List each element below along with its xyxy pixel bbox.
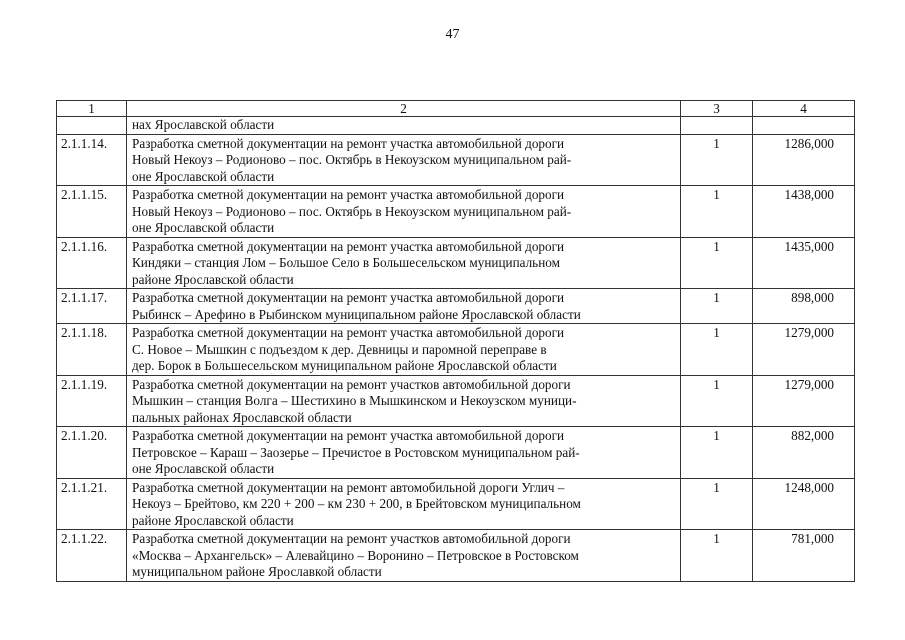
table-body bbox=[57, 101, 855, 582]
description-line: оне Ярославской области bbox=[132, 220, 275, 235]
empty-cell bbox=[57, 117, 127, 135]
item-description bbox=[127, 324, 681, 376]
description-line: муниципальном районе Ярославкой области bbox=[132, 564, 382, 579]
item-description bbox=[127, 375, 681, 427]
description-line: Рыбинск – Арефино в Рыбинском муниципальном районе Ярославской области bbox=[132, 306, 581, 322]
item-description bbox=[127, 134, 681, 186]
item-cost: 1279,000 bbox=[753, 375, 855, 427]
header-cell-4: 4 bbox=[753, 101, 855, 117]
table-row bbox=[57, 289, 855, 324]
item-quantity: 1 bbox=[681, 289, 753, 324]
empty-cell bbox=[753, 117, 855, 135]
item-description bbox=[127, 478, 681, 530]
description-line: Разработка сметной документации на ремонт участка автомобильной дороги bbox=[132, 187, 565, 202]
description-line: пальных районах Ярославской области bbox=[132, 409, 352, 425]
item-number: 2.1.1.18. bbox=[57, 324, 127, 376]
table-row bbox=[57, 186, 855, 238]
continuation-text: нах Ярославской области bbox=[127, 117, 681, 135]
description-line: Новый Некоуз – Родионово – пос. Октябрь в Некоузском муниципальном рай- bbox=[132, 152, 572, 167]
description-line: Разработка сметной документации на ремонт участков автомобильной дороги bbox=[132, 376, 571, 392]
item-number: 2.1.1.19. bbox=[57, 375, 127, 427]
description-line: Петровское – Караш – Заозерье – Пречистое в Ростовском муниципальном рай- bbox=[132, 444, 580, 460]
item-number: 2.1.1.15. bbox=[57, 186, 127, 238]
continuation-row bbox=[57, 117, 855, 135]
item-quantity: 1 bbox=[681, 530, 753, 582]
item-quantity: 1 bbox=[681, 186, 753, 238]
table-row bbox=[57, 237, 855, 289]
item-quantity: 1 bbox=[681, 134, 753, 186]
header-cell-3: 3 bbox=[681, 101, 753, 117]
description-line: Разработка сметной документации на ремонт участка автомобильной дороги bbox=[132, 135, 565, 151]
table-row bbox=[57, 134, 855, 186]
description-line: Разработка сметной документации на ремонт участков автомобильной дороги bbox=[132, 531, 571, 546]
estimate-table bbox=[56, 100, 855, 582]
header-cell-2: 2 bbox=[127, 101, 681, 117]
table-row bbox=[57, 375, 855, 427]
description-line: Разработка сметной документации на ремонт участка автомобильной дороги bbox=[132, 428, 565, 443]
item-number: 2.1.1.17. bbox=[57, 289, 127, 324]
header-cell-1: 1 bbox=[57, 101, 127, 117]
item-quantity: 1 bbox=[681, 478, 753, 530]
description-line: районе Ярославской области bbox=[132, 271, 294, 287]
description-line: районе Ярославской области bbox=[132, 512, 294, 528]
description-line: оне Ярославской области bbox=[132, 461, 275, 476]
table-row bbox=[57, 324, 855, 376]
item-number: 2.1.1.16. bbox=[57, 237, 127, 289]
description-line: С. Новое – Мышкин с подъездом к дер. Девницы и паромной переправе в bbox=[132, 341, 547, 357]
item-cost: 898,000 bbox=[753, 289, 855, 324]
description-line: Новый Некоуз – Родионово – пос. Октябрь в Некоузском муниципальном рай- bbox=[132, 203, 572, 219]
item-cost: 1279,000 bbox=[753, 324, 855, 376]
item-quantity: 1 bbox=[681, 324, 753, 376]
item-cost: 1435,000 bbox=[753, 237, 855, 289]
item-number: 2.1.1.22. bbox=[57, 530, 127, 582]
table-row bbox=[57, 427, 855, 479]
description-line: оне Ярославской области bbox=[132, 168, 275, 184]
table-row bbox=[57, 478, 855, 530]
item-description bbox=[127, 289, 681, 324]
item-quantity: 1 bbox=[681, 427, 753, 479]
description-line: Разработка сметной документации на ремонт участка автомобильной дороги bbox=[132, 290, 565, 305]
item-number: 2.1.1.20. bbox=[57, 427, 127, 479]
description-line: Разработка сметной документации на ремонт участка автомобильной дороги bbox=[132, 325, 565, 340]
item-description bbox=[127, 237, 681, 289]
item-description bbox=[127, 530, 681, 582]
empty-cell bbox=[681, 117, 753, 135]
item-cost: 1248,000 bbox=[753, 478, 855, 530]
description-line: Разработка сметной документации на ремонт автомобильной дороги Углич – bbox=[132, 479, 565, 495]
page-number: 47 bbox=[445, 27, 460, 42]
header-row bbox=[57, 101, 855, 117]
item-description bbox=[127, 186, 681, 238]
item-quantity: 1 bbox=[681, 375, 753, 427]
item-quantity: 1 bbox=[681, 237, 753, 289]
description-line: Киндяки – станция Лом – Большое Село в Большесельском муниципальном bbox=[132, 255, 560, 270]
description-line: Некоуз – Брейтово, км 220 + 200 – км 230 + 200, в Брейтовском муниципальном bbox=[132, 496, 581, 511]
description-line: Мышкин – станция Волга – Шестихино в Мышкинском и Некоузском муници- bbox=[132, 393, 577, 408]
item-description bbox=[127, 427, 681, 479]
description-line: «Москва – Архангельск» – Алевайцино – Воронино – Петровское в Ростовском bbox=[132, 547, 579, 563]
item-cost: 882,000 bbox=[753, 427, 855, 479]
description-line: Разработка сметной документации на ремонт участка автомобильной дороги bbox=[132, 238, 565, 254]
table-row bbox=[57, 530, 855, 582]
description-line: дер. Борок в Большесельском муниципальном районе Ярославской области bbox=[132, 358, 557, 373]
item-number: 2.1.1.21. bbox=[57, 478, 127, 530]
item-cost: 781,000 bbox=[753, 530, 855, 582]
item-number: 2.1.1.14. bbox=[57, 134, 127, 186]
item-cost: 1286,000 bbox=[753, 134, 855, 186]
item-cost: 1438,000 bbox=[753, 186, 855, 238]
